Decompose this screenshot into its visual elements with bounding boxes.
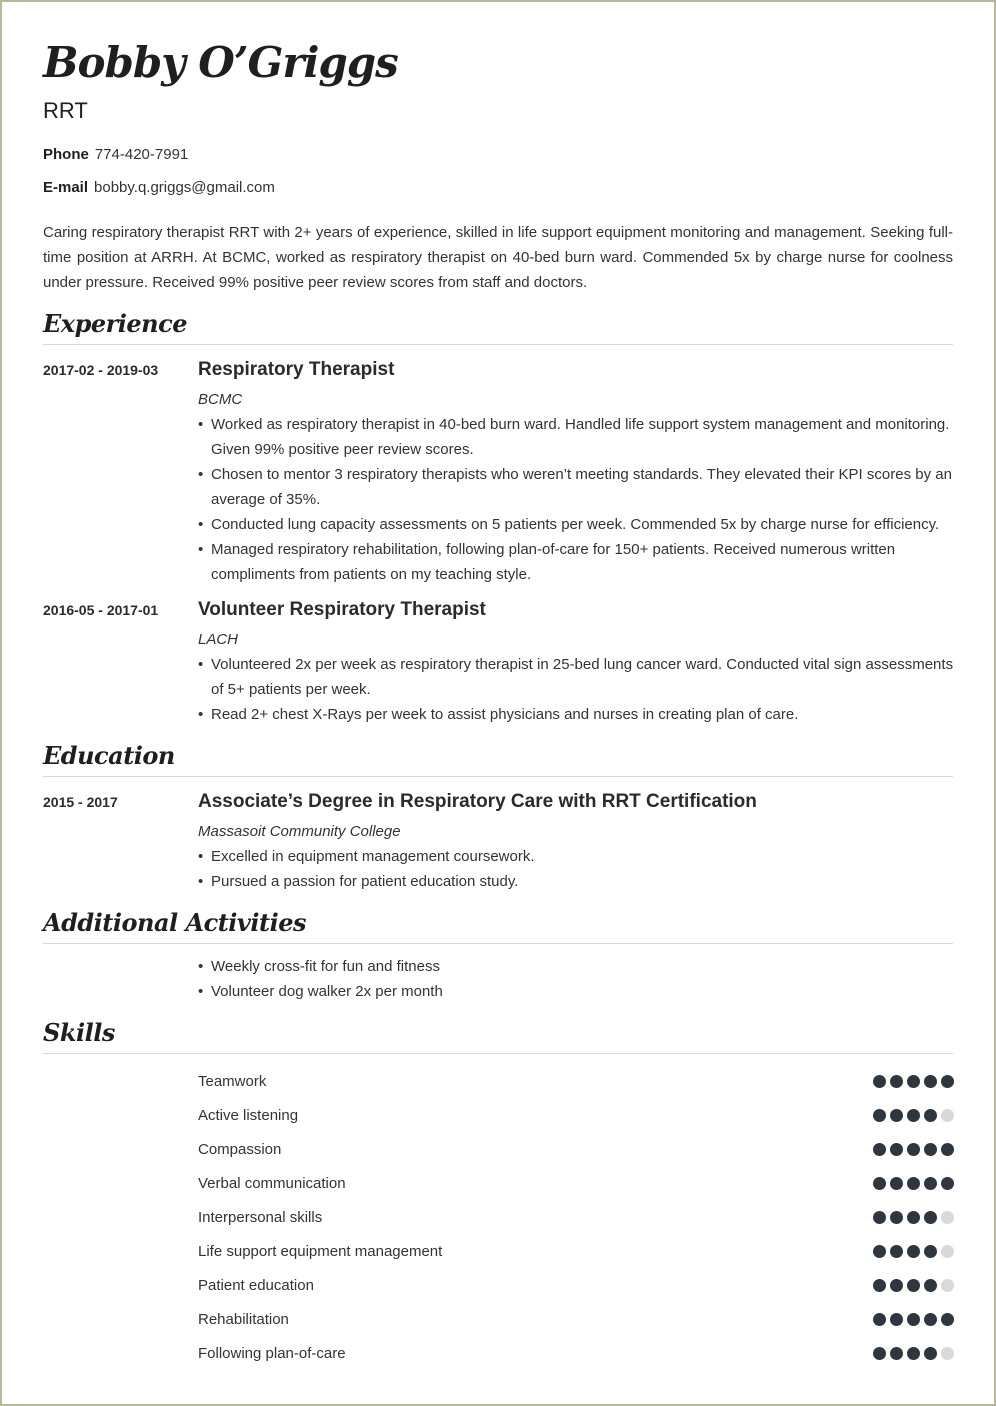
rating-dot-empty	[941, 1347, 954, 1360]
activities-bullets	[198, 954, 954, 1004]
rating-dot-filled	[890, 1347, 903, 1360]
rating-dot-filled	[924, 1211, 937, 1224]
phone-value: 774-420-7991	[94, 146, 189, 163]
skill-rating	[873, 1313, 954, 1326]
skill-name: Patient education	[198, 1276, 314, 1294]
list-item: • Chosen to mentor 3 respiratory therapists who weren’t meeting standards. They elevated their KPI scores by an average of 35%.	[198, 462, 954, 512]
skill-name: Verbal communication	[198, 1174, 346, 1192]
education-heading: Education	[43, 741, 953, 777]
skill-name: Active listening	[198, 1106, 299, 1124]
rating-dot-filled	[873, 1211, 886, 1224]
rating-dot-filled	[907, 1075, 920, 1088]
rating-dot-empty	[941, 1245, 954, 1258]
rating-dot-filled	[924, 1109, 937, 1122]
list-item: • Volunteered 2x per week as respiratory therapist in 25-bed lung cancer ward. Conducted vital sign assessments of 5+ patients per week.	[198, 652, 954, 702]
skill-row	[198, 1268, 954, 1302]
skill-rating	[873, 1279, 954, 1292]
skill-rating	[873, 1211, 954, 1224]
rating-dot-filled	[907, 1143, 920, 1156]
rating-dot-filled	[907, 1347, 920, 1360]
rating-dot-filled	[924, 1313, 937, 1326]
rating-dot-filled	[890, 1177, 903, 1190]
skill-row	[198, 1064, 954, 1098]
rating-dot-filled	[873, 1279, 886, 1292]
rating-dot-filled	[890, 1245, 903, 1258]
skill-name: Compassion	[198, 1140, 282, 1158]
rating-dot-filled	[907, 1279, 920, 1292]
skill-name: Following plan-of-care	[198, 1344, 346, 1362]
phone-line	[43, 146, 188, 163]
rating-dot-filled	[890, 1143, 903, 1156]
education-degree: Associate’s Degree in Respiratory Care with RRT Certification	[198, 791, 757, 812]
skill-rating	[873, 1109, 954, 1122]
list-item: • Pursued a passion for patient education study.	[198, 869, 954, 894]
list-item: • Conducted lung capacity assessments on 5 patients per week. Commended 5x by charge nurse for efficiency.	[198, 512, 954, 537]
rating-dot-filled	[924, 1347, 937, 1360]
rating-dot-filled	[873, 1177, 886, 1190]
list-item: • Volunteer dog walker 2x per month	[198, 979, 954, 1004]
skill-row	[198, 1234, 954, 1268]
rating-dot-filled	[941, 1313, 954, 1326]
skills-heading: Skills	[43, 1018, 953, 1054]
job-1-org: BCMC	[198, 391, 243, 408]
rating-dot-empty	[941, 1211, 954, 1224]
skill-row	[198, 1132, 954, 1166]
rating-dot-empty	[941, 1279, 954, 1292]
rating-dot-filled	[890, 1109, 903, 1122]
list-item: • Worked as respiratory therapist in 40-bed burn ward. Handled life support system management and monitoring. Given 99% positive peer review scores.	[198, 412, 954, 462]
rating-dot-filled	[924, 1177, 937, 1190]
email-label: E-mail	[43, 179, 89, 196]
rating-dot-filled	[924, 1143, 937, 1156]
skill-name: Teamwork	[198, 1072, 267, 1090]
rating-dot-filled	[890, 1211, 903, 1224]
education-dates: 2015 - 2017	[43, 794, 118, 810]
job-1-dates: 2017-02 - 2019-03	[43, 362, 159, 378]
skill-name: Life support equipment management	[198, 1242, 443, 1260]
skill-row	[198, 1336, 954, 1370]
rating-dot-filled	[873, 1075, 886, 1088]
rating-dot-filled	[873, 1109, 886, 1122]
skill-row	[198, 1098, 954, 1132]
candidate-title: RRT	[43, 98, 88, 123]
rating-dot-filled	[924, 1075, 937, 1088]
rating-dot-filled	[873, 1245, 886, 1258]
rating-dot-filled	[907, 1211, 920, 1224]
education-bullets	[198, 844, 954, 894]
rating-dot-filled	[890, 1279, 903, 1292]
list-item: • Read 2+ chest X-Rays per week to assist physicians and nurses in creating plan of care.	[198, 702, 954, 727]
skill-rating	[873, 1143, 954, 1156]
list-item: • Weekly cross-fit for fun and fitness	[198, 954, 954, 979]
email-value: bobby.q.griggs@gmail.com	[94, 179, 275, 196]
job-1-role: Respiratory Therapist	[198, 359, 395, 380]
rating-dot-filled	[907, 1109, 920, 1122]
job-2-dates: 2016-05 - 2017-01	[43, 602, 159, 618]
skill-rating	[873, 1347, 954, 1360]
rating-dot-filled	[873, 1143, 886, 1156]
skill-row	[198, 1302, 954, 1336]
rating-dot-filled	[873, 1313, 886, 1326]
rating-dot-filled	[890, 1313, 903, 1326]
activities-heading: Additional Activities	[43, 908, 953, 944]
phone-label: Phone	[43, 146, 89, 163]
rating-dot-filled	[873, 1347, 886, 1360]
job-2-org: LACH	[198, 631, 239, 648]
skill-name: Interpersonal skills	[198, 1208, 323, 1226]
skill-rating	[873, 1075, 954, 1088]
job-2-role: Volunteer Respiratory Therapist	[198, 599, 486, 620]
skill-row	[198, 1166, 954, 1200]
job-1-bullets	[198, 412, 954, 587]
skills-list	[198, 1064, 954, 1370]
skill-row	[198, 1200, 954, 1234]
rating-dot-filled	[941, 1177, 954, 1190]
summary-paragraph: Caring respiratory therapist RRT with 2+ years of experience, skilled in life support equipment monitoring and management. Seeking full-time position at ARRH. At BCMC, worked as respiratory therapist on 40-bed burn ward. Commended 5x by charge nurse for coolness under pressure. Received 99% positive peer review scores from staff and doctors.	[43, 224, 953, 291]
skill-rating	[873, 1177, 954, 1190]
skill-rating	[873, 1245, 954, 1258]
experience-heading: Experience	[43, 309, 953, 345]
rating-dot-filled	[907, 1245, 920, 1258]
rating-dot-filled	[941, 1143, 954, 1156]
rating-dot-filled	[924, 1245, 937, 1258]
rating-dot-filled	[907, 1177, 920, 1190]
rating-dot-filled	[941, 1075, 954, 1088]
skill-name: Rehabilitation	[198, 1310, 289, 1328]
list-item: • Managed respiratory rehabilitation, following plan-of-care for 150+ patients. Received numerous written compliments from patients on my teaching style.	[198, 537, 954, 587]
candidate-name: Bobby O’Griggs	[43, 38, 398, 87]
email-line	[43, 179, 275, 196]
rating-dot-empty	[941, 1109, 954, 1122]
list-item: • Excelled in equipment management coursework.	[198, 844, 954, 869]
rating-dot-filled	[924, 1279, 937, 1292]
job-2-bullets	[198, 652, 954, 727]
rating-dot-filled	[907, 1313, 920, 1326]
education-school: Massasoit Community College	[198, 823, 401, 840]
rating-dot-filled	[890, 1075, 903, 1088]
